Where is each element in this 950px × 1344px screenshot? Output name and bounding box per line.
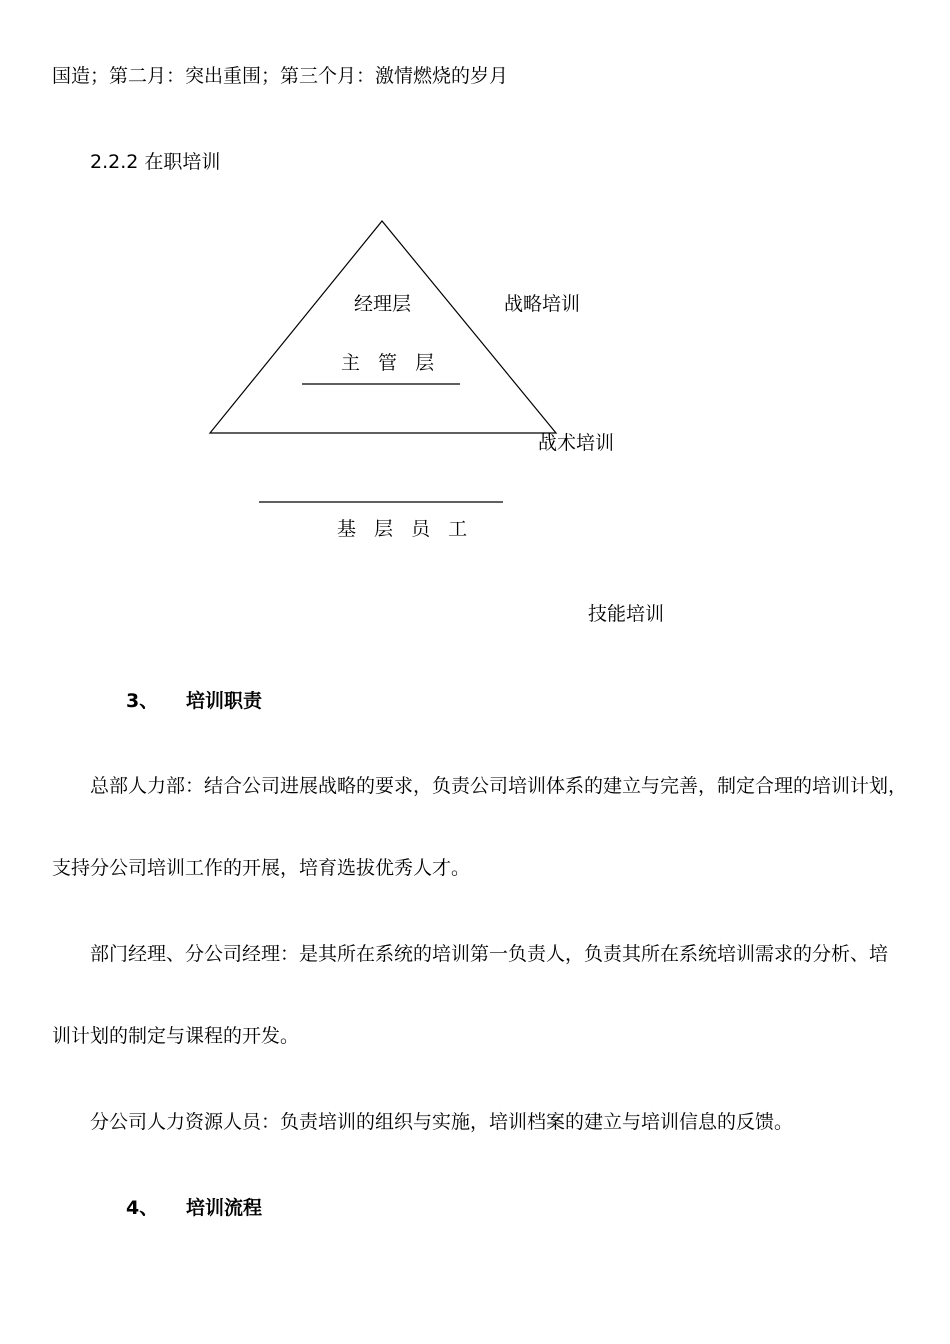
paragraph-hq-hr-line1: 总部人力部：结合公司进展战略的要求，负责公司培训体系的建立与完善，制定合理的培训计划，	[90, 775, 908, 797]
section-4-number: 4、	[126, 1197, 159, 1219]
pyramid-bottom-layer-label: 基 层 员 工	[337, 518, 474, 540]
intro-line: 国造；第二月：突出重围；第三个月：激情燃烧的岁月	[52, 65, 509, 87]
section-3-number: 3、	[126, 690, 159, 712]
pyramid-triangle	[210, 221, 556, 433]
section-3-title: 培训职责	[186, 690, 263, 712]
skills-training-label: 技能培训	[588, 603, 665, 625]
paragraph-hq-hr-line2: 支持分公司培训工作的开展，培育选拔优秀人才。	[52, 857, 471, 879]
pyramid-top-layer-label: 经理层	[354, 293, 412, 315]
section-4-title: 培训流程	[186, 1197, 263, 1219]
pyramid-middle-layer-label: 主 管 层	[341, 352, 441, 374]
paragraph-managers-line2: 训计划的制定与课程的开发。	[52, 1025, 300, 1047]
section-heading-2-2-2: 2.2.2 在职培训	[90, 151, 221, 173]
strategy-training-label: 战略培训	[504, 293, 581, 315]
paragraph-branch-hr: 分公司人力资源人员：负责培训的组织与实施，培训档案的建立与培训信息的反馈。	[90, 1111, 794, 1133]
training-pyramid-diagram	[0, 0, 950, 560]
tactics-training-label: 战术培训	[538, 432, 615, 454]
paragraph-managers-line1: 部门经理、分公司经理：是其所在系统的培训第一负责人，负责其所在系统培训需求的分析、培	[90, 943, 889, 965]
